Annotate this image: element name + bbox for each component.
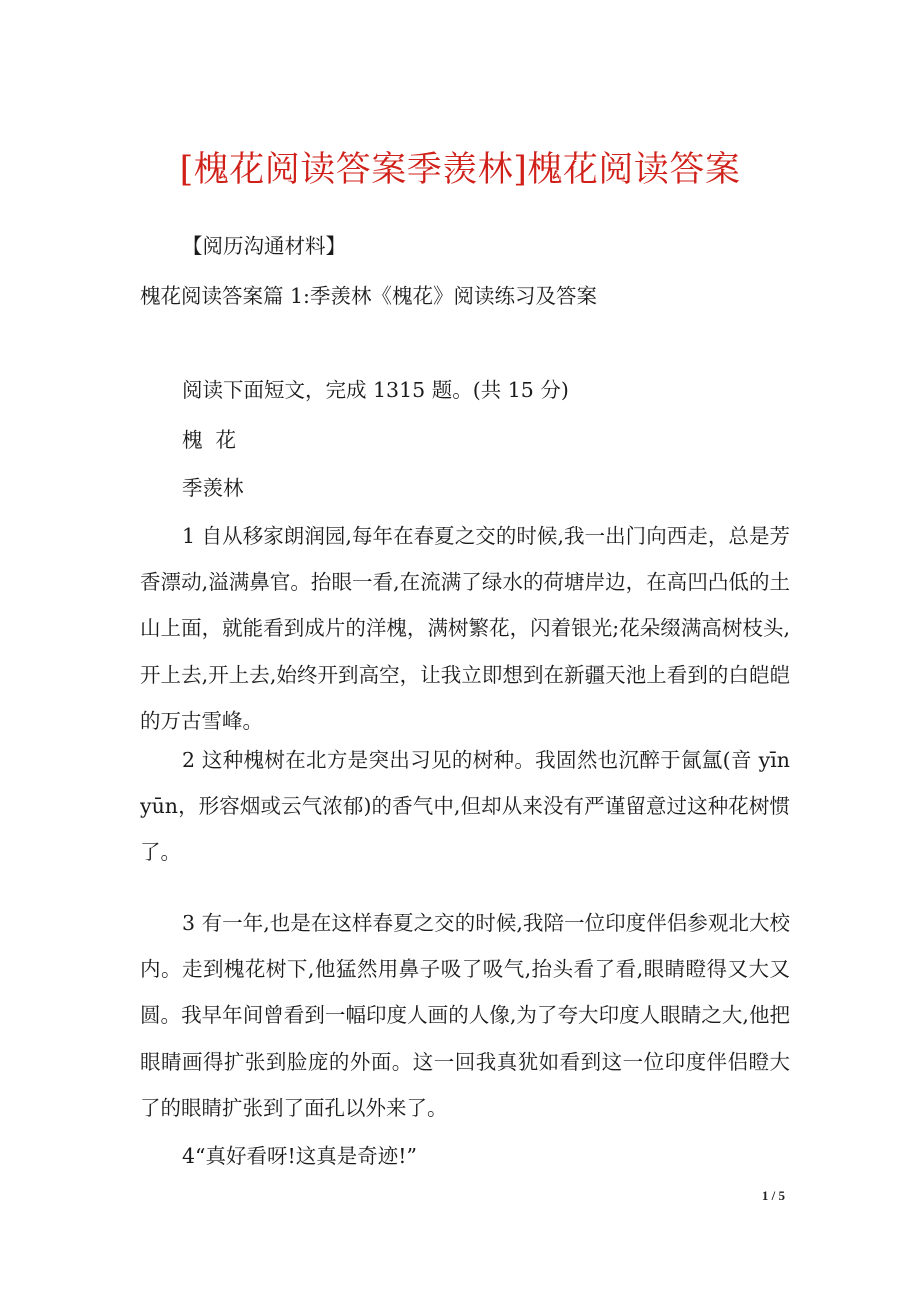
section-label: 【阅历沟通材料】: [182, 234, 346, 258]
page-number: 1 / 5: [761, 1188, 785, 1203]
essay-paragraph-2: 2 这种槐树在北方是突出习见的树种。我固然也沉醉于氤氲(音 yīnyūn，形容烟或云气浓郁)的香气中,但却从来没有严谨留意过这种花树惯了。: [140, 748, 790, 865]
essay-title: 槐 花: [182, 428, 237, 452]
essay-author: 季羡林: [182, 476, 244, 500]
document-title: [槐花阅读答案季羡林]槐花阅读答案: [179, 150, 741, 190]
essay-paragraph-1: 1 自从移家朗润园,每年在春夏之交的时候,我一出门向西走，总是芳香漂动,溢满鼻官。抬眼一看,在流满了绿水的荷塘岸边，在高凹凸低的土山上面，就能看到成片的洋槐，满树繁花，闪着银光;花朵缀满高树枝头,开上去,开上去,始终开到高空，让我立即想到在新疆天池上看到的白皑皑的万古雪峰。: [140, 524, 790, 733]
document-subtitle: 槐花阅读答案篇 1:季羡林《槐花》阅读练习及答案: [140, 284, 597, 308]
reading-instruction: 阅读下面短文，完成 1315 题。(共 15 分): [182, 378, 569, 402]
essay-paragraph-4: 4“真好看呀!这真是奇迹!”: [182, 1144, 417, 1168]
essay-paragraph-3: 3 有一年,也是在这样春夏之交的时候,我陪一位印度伴侣参观北大校内。走到槐花树下,他猛然用鼻子吸了吸气,抬头看了看,眼睛瞪得又大又圆。我早年间曾看到一幅印度人画的人像,为了夸大印度人眼睛之大,他把眼睛画得扩张到脸庞的外面。这一回我真犹如看到这一位印度伴侣瞪大了的眼睛扩张到了面孔以外来了。: [140, 911, 790, 1120]
